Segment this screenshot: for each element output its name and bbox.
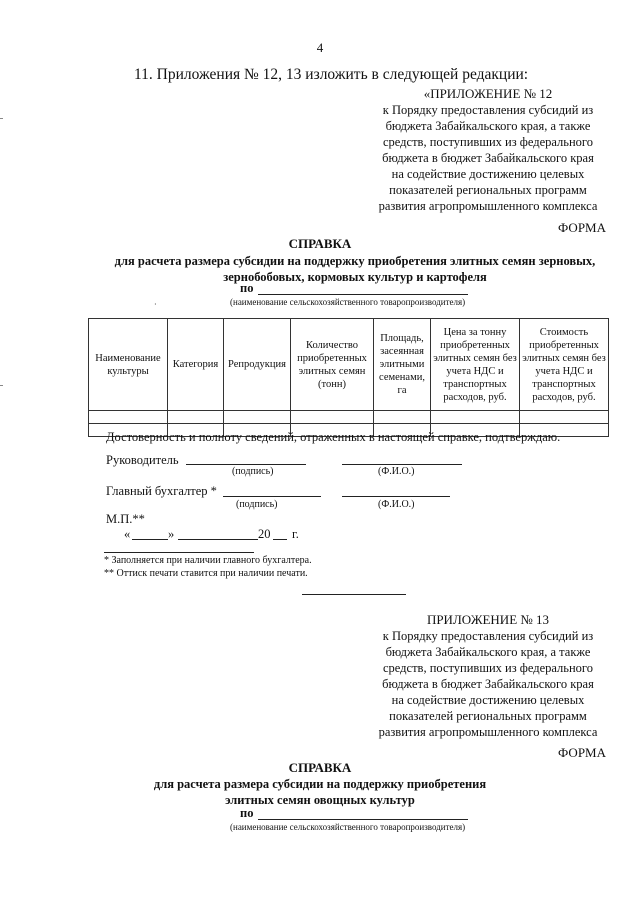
appendix-13-line: средств, поступивших из федерального [382,661,594,675]
appendix-12-line: на содействие достижению целевых [391,167,585,181]
date-close-quote: » [168,527,175,541]
appendix-12-line: средств, поступивших из федерального [382,135,594,149]
fio-caption: (Ф.И.О.) [378,466,415,477]
po-label: по [240,281,254,295]
date-day-line[interactable] [132,539,168,540]
appendix-13-header: ПРИЛОЖЕНИЕ № 13 [426,612,550,627]
appendix-13-line: показателей региональных программ [389,709,587,723]
appendix-13-line: на содействие достижению целевых [391,693,585,707]
confirmation-text: Достоверность и полноту сведений, отраженных в настоящей справке, подтверждаю. [106,430,561,444]
date-year: 20 [258,527,271,541]
organization-name-line[interactable] [258,819,468,820]
table-cell[interactable] [520,411,609,424]
appendix-12-line: к Порядку предоставления субсидий из [382,103,594,117]
head-signature-line[interactable] [186,464,306,465]
column-header: Площадь, засеянная элитными семенами, га [374,319,431,411]
date-suffix: г. [292,527,299,541]
appendix-12-block [368,86,608,214]
table-cell[interactable] [224,411,291,424]
appendix-12-line: бюджета в бюджет Забайкальского края [382,151,594,165]
chief-accountant-label: Главный бухгалтер * [106,484,217,498]
organization-caption: (наименование сельскохозяйственного товаропроизводителя) [230,822,466,832]
column-header: Стоимость приобретенных элитных семян без учета НДС и транспортных расходов, руб. [520,319,609,411]
table-row [89,411,609,424]
table-cell[interactable] [168,411,224,424]
column-header: Наименование культуры [89,319,168,411]
scan-edge-mark [0,118,3,119]
signature-caption: (подпись) [232,466,274,477]
document-subtitle: элитных семян овощных культур [225,793,415,807]
organization-caption: (наименование сельскохозяйственного товаропроизводителя) [230,297,466,307]
chief-fio-line[interactable] [342,496,450,497]
document-subtitle: для расчета размера субсидии на поддержку приобретения элитных семян зерновых, зернобобовых, кормовых культур и картофеля [114,254,596,284]
scan-edge-mark [0,385,3,386]
form-label: ФОРМА [558,220,606,235]
column-header: Категория [168,319,224,411]
table-cell[interactable] [431,411,520,424]
table-cell[interactable] [89,411,168,424]
column-header: Репродукция [224,319,291,411]
appendix-12-line: бюджета Забайкальского края, а также [385,119,591,133]
appendix-13-line: бюджета в бюджет Забайкальского края [382,677,594,691]
section-divider [302,594,406,595]
footnote-separator [104,552,254,553]
appendix-13-block [368,612,608,740]
fio-caption: (Ф.И.О.) [378,499,415,510]
appendix-12-line: развития агропромышленного комплекса [378,199,598,213]
table-cell[interactable] [374,411,431,424]
document-subtitle: для расчета размера субсидии на поддержку приобретения [153,777,487,791]
stamp-label: М.П.** [106,512,145,526]
data-table [88,318,609,437]
amendment-instruction: 11. Приложения № 12, 13 изложить в следующей редакции: [134,66,529,83]
po-label: по [240,806,254,820]
table-cell[interactable] [291,411,374,424]
document-title: СПРАВКА [288,760,352,775]
date-month-line[interactable] [178,539,258,540]
appendix-13-line: бюджета Забайкальского края, а также [385,645,591,659]
appendix-13-line: к Порядку предоставления субсидий из [382,629,594,643]
chief-signature-line[interactable] [223,496,321,497]
margin-dot: · [154,300,157,309]
appendix-12-header: «ПРИЛОЖЕНИЕ № 12 [423,86,553,101]
page-number: 4 [316,40,324,55]
footnote-1: * Заполняется при наличии главного бухгалтера. [104,555,312,566]
footnote-2: ** Оттиск печати ставится при наличии печати. [104,568,308,579]
organization-name-line[interactable] [258,294,468,295]
form-label: ФОРМА [558,745,606,760]
document-title: СПРАВКА [288,236,352,251]
date-open-quote: « [124,527,131,541]
signature-caption: (подпись) [236,499,278,510]
head-fio-line[interactable] [342,464,462,465]
column-header: Цена за тонну приобретенных элитных семян без учета НДС и транспортных расходов, руб. [431,319,520,411]
date-year-line[interactable] [273,539,287,540]
appendix-13-line: развития агропромышленного комплекса [378,725,598,739]
appendix-12-line: показателей региональных программ [389,183,587,197]
head-label: Руководитель [106,453,179,467]
column-header: Количество приобретенных элитных семян (тонн) [291,319,374,411]
